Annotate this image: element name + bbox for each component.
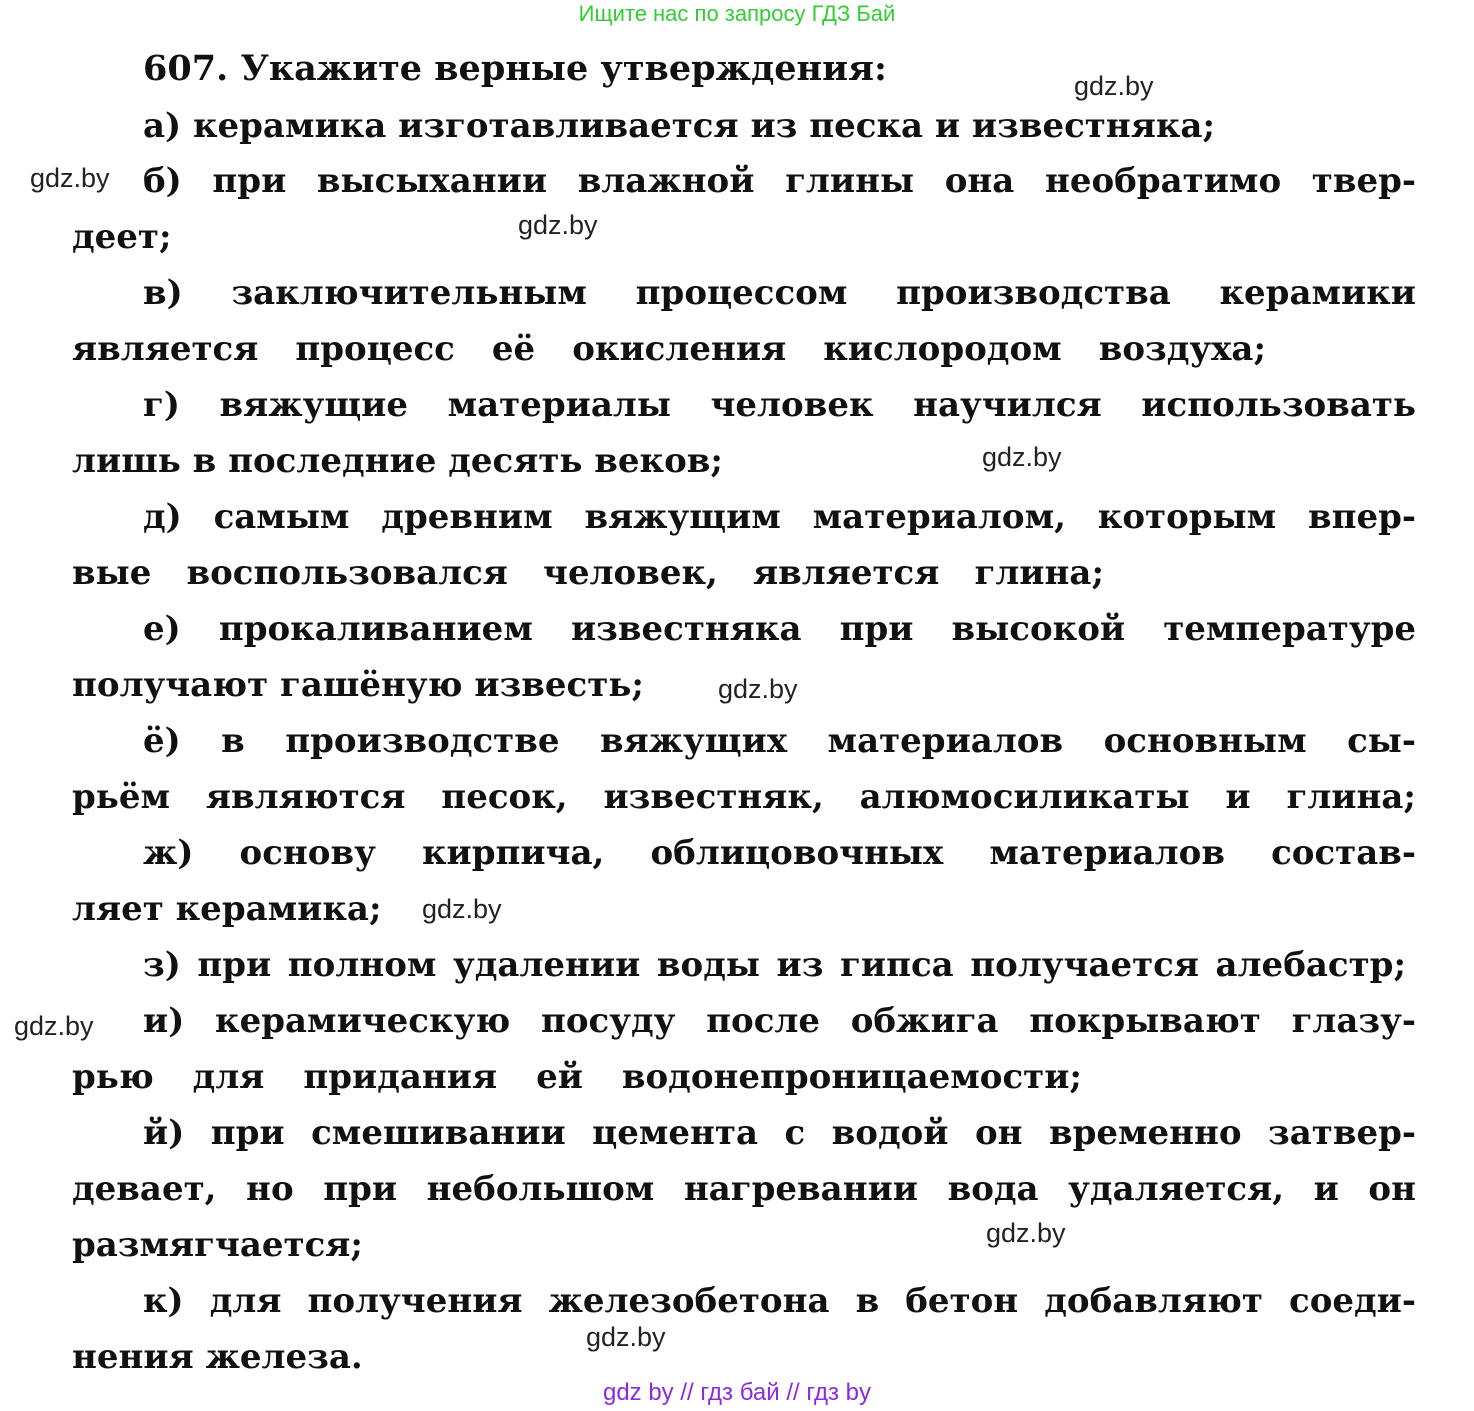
exercise-number: 607. <box>143 48 229 89</box>
exercise-line: ё) в производстве вяжущих материалов основным сы- <box>143 721 1416 761</box>
watermark: gdz.by <box>718 674 798 704</box>
exercise-line: з) при полном удалении воды из гипса получается алебастр; <box>143 945 1406 985</box>
exercise-heading <box>143 46 887 92</box>
exercise-line: в) заключительным процессом производства керамики <box>143 273 1416 313</box>
watermark: gdz.by <box>1074 71 1154 101</box>
exercise-line: й) при смешивании цемента с водой он временно затвер- <box>143 1113 1416 1153</box>
watermark: gdz.by <box>14 1011 94 1041</box>
exercise-line: рью для придания ей водонепроницаемости; <box>72 1057 1082 1097</box>
watermark: gdz.by <box>30 163 110 193</box>
watermark: gdz.by <box>982 442 1062 472</box>
exercise-line: является процесс её окисления кислородом воздуха; <box>72 329 1266 369</box>
exercise-line: получают гашёную известь; <box>72 665 644 705</box>
watermark: gdz.by <box>422 894 502 924</box>
exercise-line: размягчается; <box>72 1225 363 1265</box>
exercise-title: Укажите верные утверждения: <box>240 48 887 89</box>
exercise-line: ляет керамика; <box>72 889 382 929</box>
watermark: gdz.by <box>586 1322 666 1352</box>
exercise-line: девает, но при небольшом нагревании вода удаляется, и он <box>72 1169 1416 1209</box>
footer-banner: gdz by // гдз бай // гдз by <box>602 1379 872 1406</box>
exercise-line: к) для получения железобетона в бетон добавляют соеди- <box>143 1281 1416 1321</box>
exercise-line: и) керамическую посуду после обжига покрывают глазу- <box>143 1001 1416 1041</box>
exercise-line: нения железа. <box>72 1337 363 1377</box>
watermark: gdz.by <box>986 1218 1066 1248</box>
exercise-line: д) самым древним вяжущим материалом, которым впер- <box>143 497 1416 537</box>
exercise-line: деет; <box>72 217 172 257</box>
exercise-line: вые воспользовался человек, является глина; <box>72 553 1104 593</box>
exercise-line: лишь в последние десять веков; <box>72 441 723 481</box>
exercise-line: б) при высыхании влажной глины она необратимо твер- <box>143 161 1416 201</box>
watermark: gdz.by <box>518 210 598 240</box>
top-banner: Ищите нас по запросу ГДЗ Бай <box>578 1 896 26</box>
exercise-line: ж) основу кирпича, облицовочных материалов состав- <box>143 833 1416 873</box>
exercise-line: е) прокаливанием известняка при высокой температуре <box>143 609 1416 649</box>
exercise-line: рьём являются песок, известняк, алюмосиликаты и глина; <box>72 777 1416 817</box>
exercise-line: г) вяжущие материалы человек научился использовать <box>143 385 1416 425</box>
exercise-line: а) керамика изготавливается из песка и известняка; <box>143 106 1215 146</box>
